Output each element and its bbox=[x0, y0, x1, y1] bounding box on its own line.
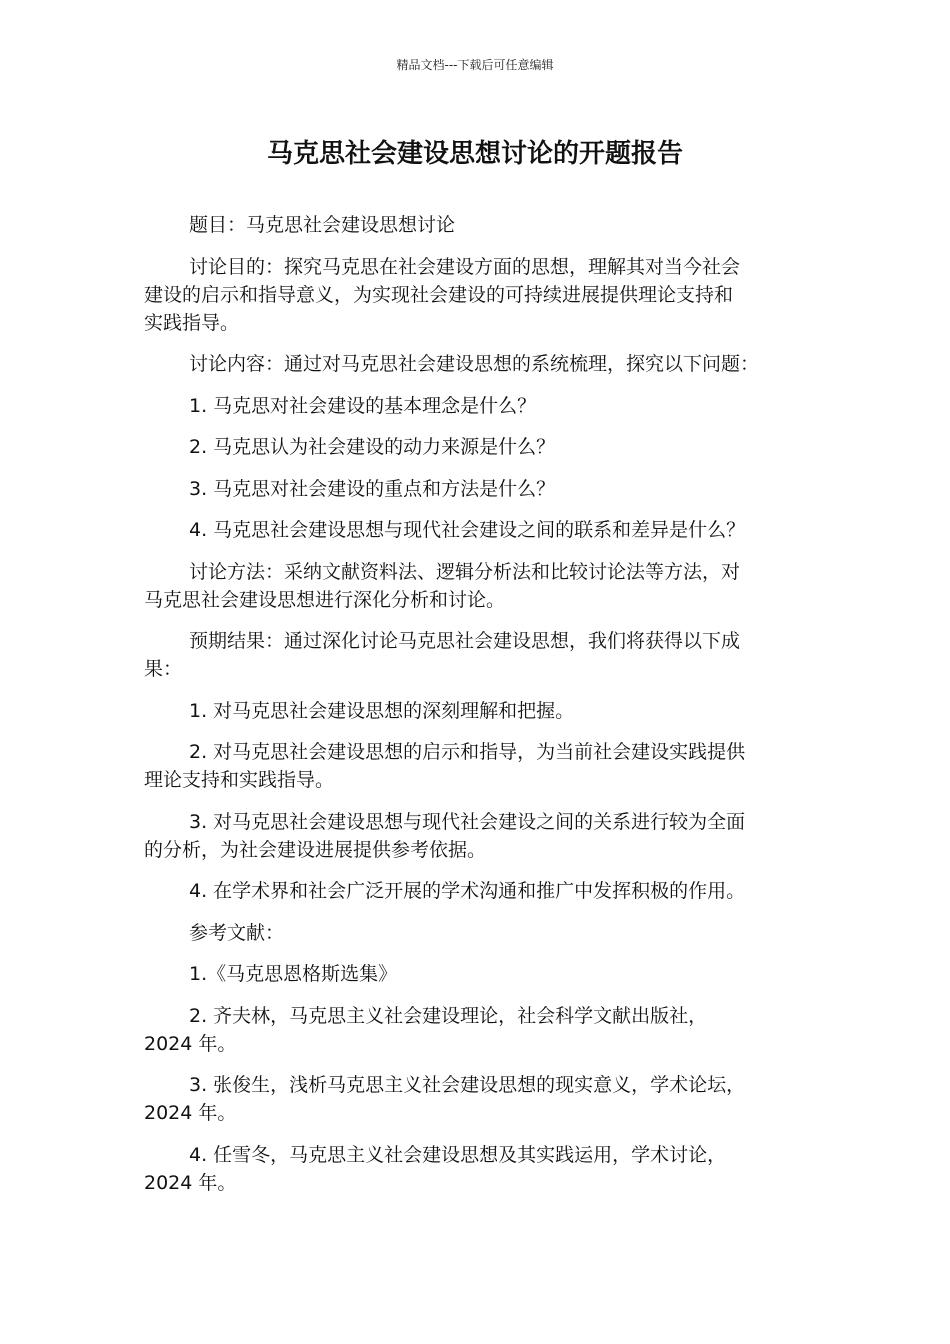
references-heading: 参考文献： bbox=[189, 921, 285, 944]
result-item: 4. 在学术界和社会广泛开展的学术沟通和推广中发挥积极的作用。 bbox=[189, 880, 746, 902]
paragraph-expected-results: 预期结果：通过深化讨论马克思社会建设思想，我们将获得以下成 果： bbox=[144, 630, 741, 680]
reference-item: 1.《马克思恩格斯选集》 bbox=[189, 963, 398, 985]
result-item: 3. 对马克思社会建设思想与现代社会建设之间的关系进行较为全面 的分析，为社会建设进展提供参考依据。 bbox=[144, 810, 746, 861]
paragraph-topic: 题目：马克思社会建设思想讨论 bbox=[189, 214, 456, 236]
question-item: 4. 马克思社会建设思想与现代社会建设之间的联系和差异是什么？ bbox=[189, 519, 746, 541]
document-title: 马克思社会建设思想讨论的开题报告 bbox=[266, 139, 683, 169]
question-item: 3. 马克思对社会建设的重点和方法是什么？ bbox=[189, 477, 556, 500]
page-header-watermark: 精品文档---下载后可任意编辑 bbox=[396, 58, 554, 72]
reference-item: 3. 张俊生，浅析马克思主义社会建设思想的现实意义，学术论坛， 2024 年。 bbox=[144, 1074, 746, 1124]
paragraph-method: 讨论方法：采纳文献资料法、逻辑分析法和比较讨论法等方法，对 马克思社会建设思想进行深化分析和讨论。 bbox=[144, 560, 741, 611]
reference-item: 2. 齐夫林，马克思主义社会建设理论，社会科学文献出版社， 2024 年。 bbox=[144, 1004, 708, 1055]
paragraph-content: 讨论内容：通过对马克思社会建设思想的系统梳理，探究以下问题： bbox=[189, 353, 760, 375]
reference-item: 4. 任雪冬，马克思主义社会建设思想及其实践运用，学术讨论， 2024 年。 bbox=[144, 1143, 727, 1194]
document-body bbox=[144, 211, 808, 1210]
result-item: 1. 对马克思社会建设思想的深刻理解和把握。 bbox=[189, 699, 575, 722]
result-item: 2. 对马克思社会建设思想的启示和指导，为当前社会建设实践提供 理论支持和实践指导。 bbox=[144, 741, 746, 791]
question-item: 1. 马克思对社会建设的基本理念是什么？ bbox=[189, 394, 537, 417]
question-item: 2. 马克思认为社会建设的动力来源是什么？ bbox=[189, 436, 556, 458]
paragraph-purpose: 讨论目的：探究马克思在社会建设方面的思想，理解其对当今社会 建设的启示和指导意义，为实现社会建设的可持续进展提供理论支持和 实践指导。 bbox=[144, 255, 741, 334]
